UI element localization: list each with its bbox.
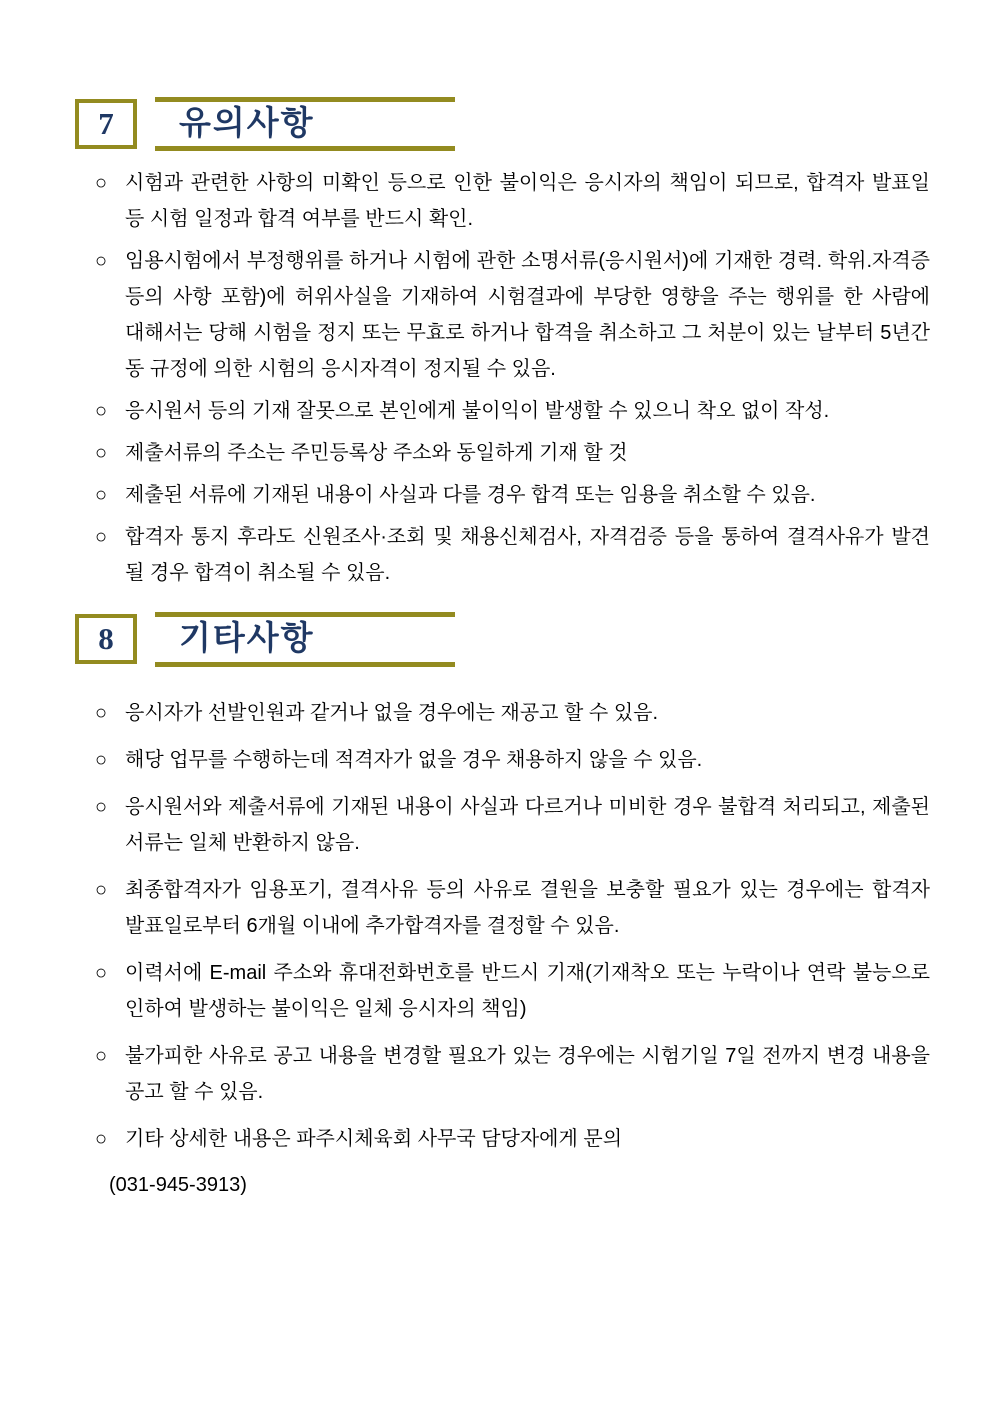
bullet-text: 불가피한 사유로 공고 내용을 변경할 필요가 있는 경우에는 시험기일 7일 전까지 변경 내용을 공고 할 수 있음. bbox=[125, 1044, 930, 1103]
section-8-header bbox=[75, 612, 930, 666]
bullet-item bbox=[95, 1038, 930, 1110]
bullet-item bbox=[95, 872, 930, 944]
bullet-item bbox=[95, 955, 930, 1027]
bullet-item bbox=[95, 519, 930, 591]
bullet-text: 합격자 통지 후라도 신원조사·조회 및 채용신체검사, 자격검증 등을 통하여 결격사유가 발견 될 경우 합격이 취소될 수 있음. bbox=[125, 526, 930, 585]
bullet-text: 응시원서 등의 기재 잘못으로 본인에게 불이익이 발생할 수 있으니 착오 없이 작성. bbox=[125, 400, 830, 423]
bullet-text: 최종합격자가 임용포기, 결격사유 등의 사유로 결원을 보충할 필요가 있는 경우에는 합격자 발표일로부터 6개월 이내에 추가합격자를 결정할 수 있음. bbox=[125, 878, 930, 937]
bullet-circle-icon: ○ bbox=[95, 878, 108, 901]
bullet-text: 기타 상세한 내용은 파주시체육회 사무국 담당자에게 문의 bbox=[125, 1127, 623, 1150]
bullet-circle-icon: ○ bbox=[95, 172, 108, 195]
bullet-circle-icon: ○ bbox=[95, 1044, 108, 1067]
bullet-item bbox=[95, 742, 930, 778]
bullet-circle-icon: ○ bbox=[95, 526, 108, 549]
bullet-circle-icon: ○ bbox=[95, 400, 108, 423]
title-rule-bottom bbox=[155, 662, 455, 667]
bullet-text: 응시원서와 제출서류에 기재된 내용이 사실과 다르거나 미비한 경우 불합격 처리되고, 제출된 서류는 일체 반환하지 않음. bbox=[125, 795, 930, 854]
section-7-items bbox=[75, 165, 930, 591]
bullet-item bbox=[95, 477, 930, 513]
phone-number: (031-945-3913) bbox=[109, 1173, 247, 1196]
bullet-text: 임용시험에서 부정행위를 하거나 시험에 관한 소명서류(응시원서)에 기재한 경력. 학위.자격증 등의 사항 포함)에 허위사실을 기재하여 시험결과에 부당한 영향을 주는 행위를 한 사람에 대해서는 당해 시험을 정지 또는 무효로 하거나 합격을 취소하고 그 처분이 있는 날부터 5년간 동 규정에 의한 시험의 응시자격이 정지될 수 있음. bbox=[125, 250, 930, 381]
bullet-circle-icon: ○ bbox=[95, 795, 108, 818]
bullet-circle-icon: ○ bbox=[95, 701, 108, 724]
bullet-text: 시험과 관련한 사항의 미확인 등으로 인한 불이익은 응시자의 책임이 되므로, 합격자 발표일 등 시험 일정과 합격 여부를 반드시 확인. bbox=[125, 172, 930, 231]
section-7-number: 7 bbox=[98, 106, 114, 142]
section-8-number-box bbox=[75, 614, 137, 664]
section-7-number-box bbox=[75, 99, 137, 149]
section-misc bbox=[75, 612, 930, 1202]
title-rule-bottom bbox=[155, 146, 455, 151]
bullet-circle-icon: ○ bbox=[95, 442, 108, 465]
bullet-text: 응시자가 선발인원과 같거나 없을 경우에는 재공고 할 수 있음. bbox=[125, 701, 659, 724]
bullet-text: 제출된 서류에 기재된 내용이 사실과 다를 경우 합격 또는 임용을 취소할 수 있음. bbox=[125, 484, 816, 507]
bullet-text: 제출서류의 주소는 주민등록상 주소와 동일하게 기재 할 것 bbox=[125, 442, 628, 465]
bullet-item bbox=[95, 1121, 930, 1203]
bullet-item bbox=[95, 789, 930, 861]
bullet-item bbox=[95, 393, 930, 429]
bullet-circle-icon: ○ bbox=[95, 484, 108, 507]
bullet-item bbox=[95, 243, 930, 387]
bullet-item bbox=[95, 165, 930, 237]
bullet-text: 이력서에 E-mail 주소와 휴대전화번호를 반드시 기재(기재착오 또는 누락이나 연락 불능으로 인하여 발생하는 불이익은 일체 응시자의 책임) bbox=[125, 961, 930, 1020]
bullet-circle-icon: ○ bbox=[95, 748, 108, 771]
bullet-text-with-phone bbox=[109, 1121, 930, 1203]
bullet-text: 해당 업무를 수행하는데 적격자가 없을 경우 채용하지 않을 수 있음. bbox=[125, 748, 703, 771]
section-8-title-block bbox=[155, 612, 455, 666]
section-8-title: 기타사항 bbox=[179, 619, 315, 657]
bullet-item bbox=[95, 435, 930, 471]
bullet-circle-icon: ○ bbox=[95, 961, 108, 984]
section-8-items bbox=[75, 695, 930, 1203]
section-8-number: 8 bbox=[98, 621, 114, 657]
bullet-circle-icon: ○ bbox=[95, 250, 108, 273]
section-7-header bbox=[75, 97, 930, 151]
section-7-title-block bbox=[155, 97, 455, 151]
bullet-circle-icon: ○ bbox=[95, 1127, 108, 1150]
section-notices bbox=[75, 97, 930, 591]
section-7-title: 유의사항 bbox=[179, 104, 315, 141]
bullet-item bbox=[95, 695, 930, 731]
